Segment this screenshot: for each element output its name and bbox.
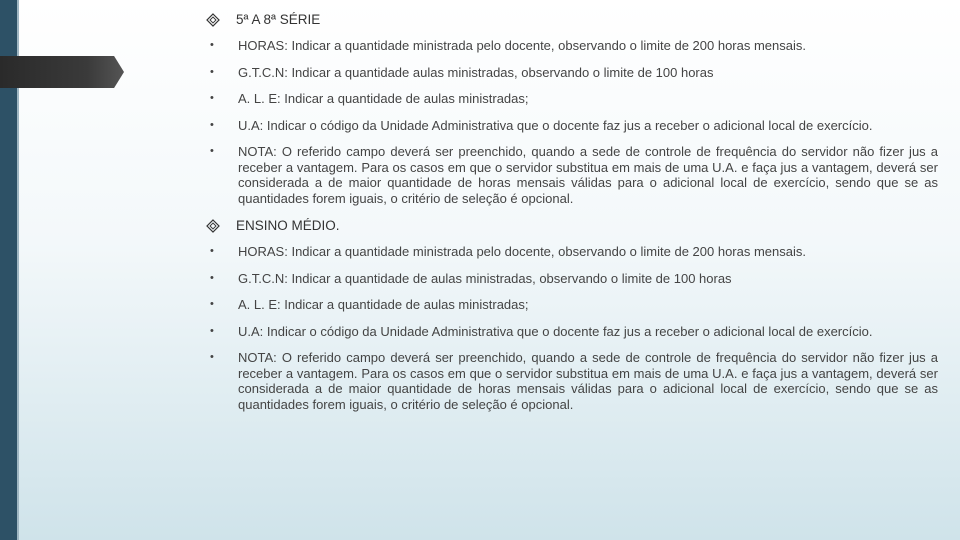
bullet-icon: • <box>210 118 214 131</box>
section-heading-text: ENSINO MÉDIO. <box>236 218 340 233</box>
bullet-icon: • <box>210 324 214 337</box>
list-item <box>206 350 938 412</box>
bullet-icon: • <box>210 245 214 257</box>
list-item <box>206 65 938 81</box>
list-item-text: NOTA: O referido campo deverá ser preenchido, quando a sede de controle de frequência do servidor não fizer jus a receber a vantagem. Para os casos em que o servidor substitua em mais de uma U.A. e faça jus a vantagem, deverá ser considerada a de maior quantidade de horas mensais válidas para o adicional local de exercício, sendo que se as quantidades forem iguais, o critério de seleção é opcional. <box>238 350 938 412</box>
bullet-icon: • <box>210 92 214 104</box>
list-item-text: NOTA: O referido campo deverá ser preenchido, quando a sede de controle de frequência do servidor não fizer jus a receber a vantagem. Para os casos em que o servidor substitua em mais de uma U.A. e faça jus a vantagem, deverá ser considerada a de maior quantidade de horas mensais válidas para o adicional local de exercício, sendo que se as quantidades forem iguais, o critério de seleção é opcional. <box>238 144 938 206</box>
list-item <box>206 144 938 206</box>
list-item-text: U.A: Indicar o código da Unidade Administrativa que o docente faz jus a receber o adicional local de exercício. <box>238 117 873 133</box>
list-item <box>206 118 938 134</box>
list-item-text: HORAS: Indicar a quantidade ministrada pelo docente, observando o limite de 200 horas mensais. <box>238 244 806 259</box>
slide-content <box>206 10 938 412</box>
section-heading-text: 5ª A 8ª SÉRIE <box>236 12 321 27</box>
list-item-text: G.T.C.N: Indicar a quantidade aulas ministradas, observando o limite de 100 horas <box>238 64 714 80</box>
diamond-bullet-icon <box>206 13 220 27</box>
bullet-icon: • <box>210 39 214 51</box>
bullet-icon: • <box>210 145 214 157</box>
list-item <box>206 271 938 287</box>
list-item <box>206 38 938 54</box>
list-item-text: A. L. E: Indicar a quantidade de aulas ministradas; <box>238 297 529 312</box>
list-item-text: U.A: Indicar o código da Unidade Administrativa que o docente faz jus a receber o adicional local de exercício. <box>238 323 873 339</box>
diamond-bullet-icon <box>206 219 220 233</box>
list-item <box>206 244 938 260</box>
list-item-text: A. L. E: Indicar a quantidade de aulas ministradas; <box>238 91 529 106</box>
list-item <box>206 297 938 313</box>
list-item <box>206 324 938 340</box>
bullet-icon: • <box>210 65 214 78</box>
bullet-icon: • <box>210 298 214 310</box>
list-item <box>206 91 938 107</box>
list-item-text: G.T.C.N: Indicar a quantidade de aulas ministradas, observando o limite de 100 horas <box>238 270 732 286</box>
list-item-text: HORAS: Indicar a quantidade ministrada pelo docente, observando o limite de 200 horas mensais. <box>238 38 806 53</box>
section-heading-ensino-medio <box>206 218 938 233</box>
bullet-icon: • <box>210 351 214 363</box>
bullet-icon: • <box>210 271 214 284</box>
section-heading-5a-8a <box>206 12 938 27</box>
slide-tab-marker <box>0 56 124 88</box>
